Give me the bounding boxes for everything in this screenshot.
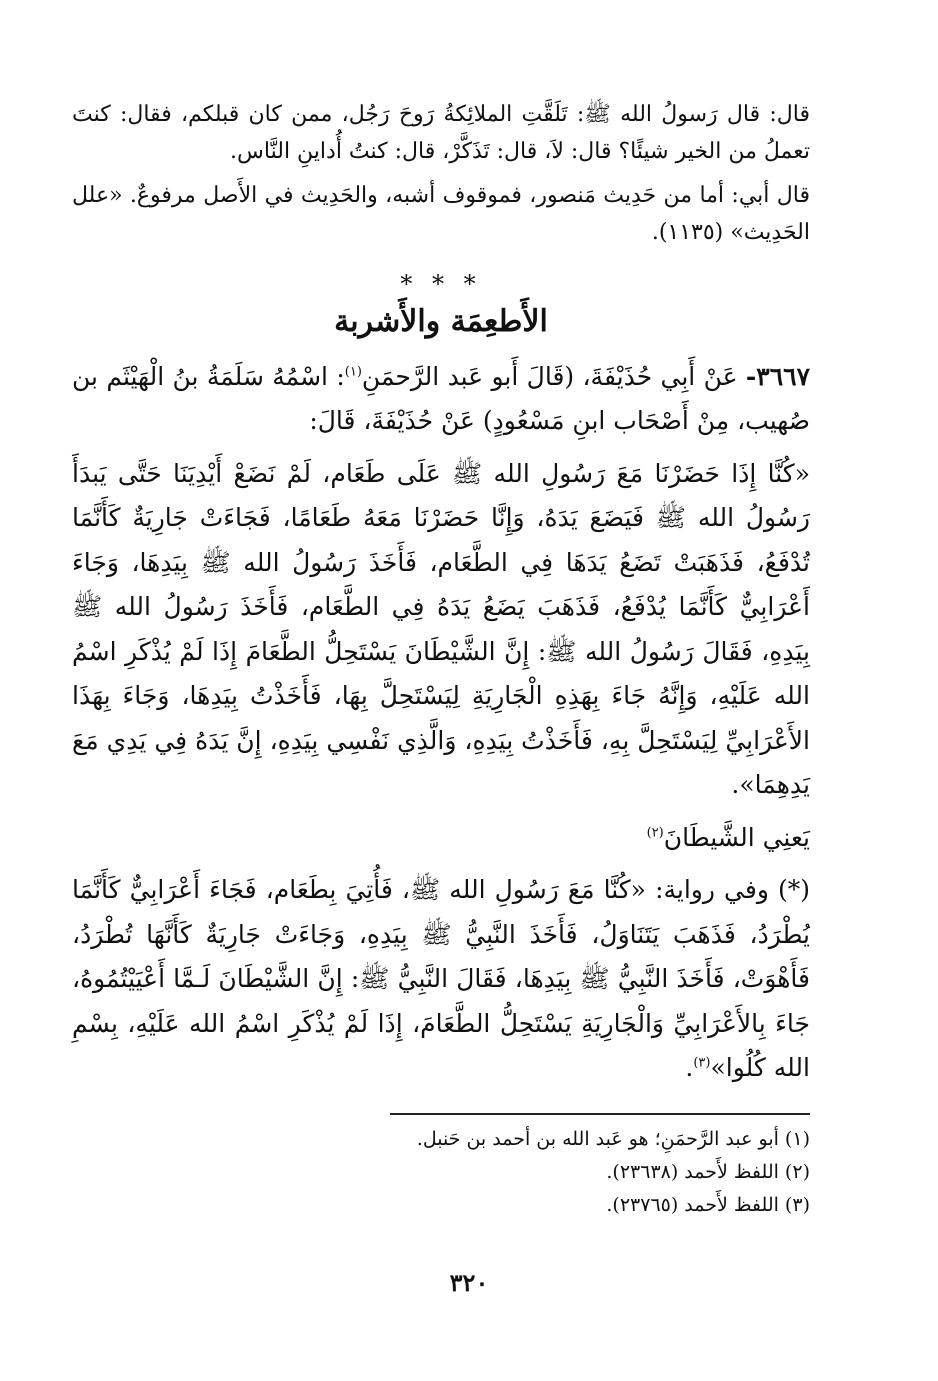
hadith-number: ٣٦٦٧- [745, 361, 810, 391]
paragraph-quote: قال: قال رَسولُ الله ﷺ: تَلَقَّتِ الملائِكةُ رَوحَ رَجُل، ممن كان قبلكم، فقال: كنتَ تعملُ من الخير شيئًا؟ قال: لاَ، قال: تَذَكَّرْ، قال: كنتُ أُداينِ النَّاس. [72, 102, 810, 165]
footnote-3: (٣) اللفظ لأَحمد (٢٣٧٦٥). [606, 1194, 810, 1217]
hadith-intro-text-b: : اسْمُهُ سَلَمَةُ بنُ الْهَيْثَم بن صُهيب، مِنْ أَصْحَاب ابنِ مَسْعُودٍ) عَنْ حُذَيْفَةَ، قَالَ: [72, 361, 810, 436]
hadith-riwaya [72, 868, 810, 1091]
hadith-meaning [72, 816, 810, 861]
footnote-ref-3: (٣) [693, 1055, 711, 1071]
footnote-1: (١) أبو عبد الرَّحمَنِ؛ هو عَبد الله بن أحمد بن حَنبل. [416, 1127, 810, 1150]
section-title: الأَطعِمَة والأَشربة [334, 303, 548, 339]
footnote-2: (٢) اللفظ لأَحمد (٢٣٦٣٨). [606, 1160, 810, 1183]
hadith-intro [72, 355, 810, 444]
paragraph-commentary: قال أبي: أما من حَدِيث مَنصور، فموقوف أشبه، والحَدِيث في الأَصل مرفوعٌ. «علل الحَدِيث» (١١٣٥). [72, 182, 810, 246]
page-number: ٣٢٠ [449, 1268, 489, 1297]
book-page [72, 96, 810, 1321]
footnotes [72, 1123, 810, 1223]
footnote-ref-2: (٢) [646, 825, 664, 841]
riwaya-end: . [685, 1053, 694, 1083]
riwaya-text: (*) وفي رواية: «كُنَّا مَعَ رَسُولِ الله ﷺ، فَأُتِيَ بِطَعَام، فَجَاءَ أَعْرَابِيٌّ كَأَنَّمَا يُطْرَدُ، فَذَهَبَ يَتَنَاوَلُ، فَأَخَذَ النَّبِيُّ ﷺ بِيَدِهِ، وَجَاءَتْ جَارِيَةٌ كَأَنَّهَا تُطْرَدُ، فَأَهْوَتْ، فَأَخَذَ النَّبِيُّ ﷺ بِيَدِهَا، فَقَالَ النَّبِيُّ ﷺ: إِنَّ الشَّيْطَانَ لَـمَّا أَعْيَيْتُمُوهُ، جَاءَ بِالأَعْرَابِيِّ وَالْجَارِيَةِ يَسْتَحِلُّ الطَّعَامَ، إِذَا لَمْ يُذْكَرِ اسْمُ الله عَلَيْهِ، بِسْمِ الله كُلُوا» [72, 875, 810, 1083]
previous-hadith-continuation [72, 96, 810, 252]
section-separator: * * * [400, 269, 482, 298]
hadith-intro-text-a: عَنْ أَبِي حُذَيْفَةَ، (قَالَ أَبو عَبد الرَّحمَنِ [361, 361, 738, 391]
meaning-text: يَعنِي الشَّيطَانَ [663, 822, 810, 852]
hadith-main-text: «كُنَّا إِذَا حَضَرْنَا مَعَ رَسُولِ الله ﷺ عَلَى طَعَام، لَمْ نَضَعْ أَيْدِيَنَا حَتَّى يَبدَأَ رَسُولُ الله ﷺ فَيَضَعَ يَدَهُ، وَإِنَّا حَضَرْنَا مَعَهُ طَعَامًا، فَجَاءَتْ جَارِيَةٌ كَأَنَّمَا تُدْفَعُ، فَذَهَبَتْ تَضَعُ يَدَهَا فِي الطَّعَام، فَأَخَذَ رَسُولُ الله ﷺ بِيَدِهَا، وَجَاءَ أَعْرَابِيٌّ كَأَنَّمَا يُدْفَعُ، فَذَهَبَ يَضَعُ يَدَهُ فِي الطَّعَام، فَأَخَذَ رَسُولُ الله ﷺ بِيَدِهِ، فَقَالَ رَسُولُ الله ﷺ: إِنَّ الشَّيْطَانَ يَسْتَحِلُّ الطَّعَامَ إِذَا لَمْ يُذْكَرِ اسْمُ الله عَلَيْهِ، وَإِنَّهُ جَاءَ بِهَذِهِ الْجَارِيَةِ لِيَسْتَحِلَّ بِهَا، فَأَخَذْتُ بِيَدِهَا، وَجَاءَ بِهَذَا الأَعْرَابِيِّ لِيَسْتَحِلَّ بِهِ، فَأَخَذْتُ بِيَدِهِ، وَالَّذِي نَفْسِي بِيَدِهِ، إِنَّ يَدَهُ فِي يَدِي مَعَ يَدِهِمَا». [72, 458, 810, 800]
footnote-ref-1: (١) [344, 364, 362, 380]
footnote-divider [390, 1113, 810, 1115]
hadith-block [72, 355, 810, 1091]
